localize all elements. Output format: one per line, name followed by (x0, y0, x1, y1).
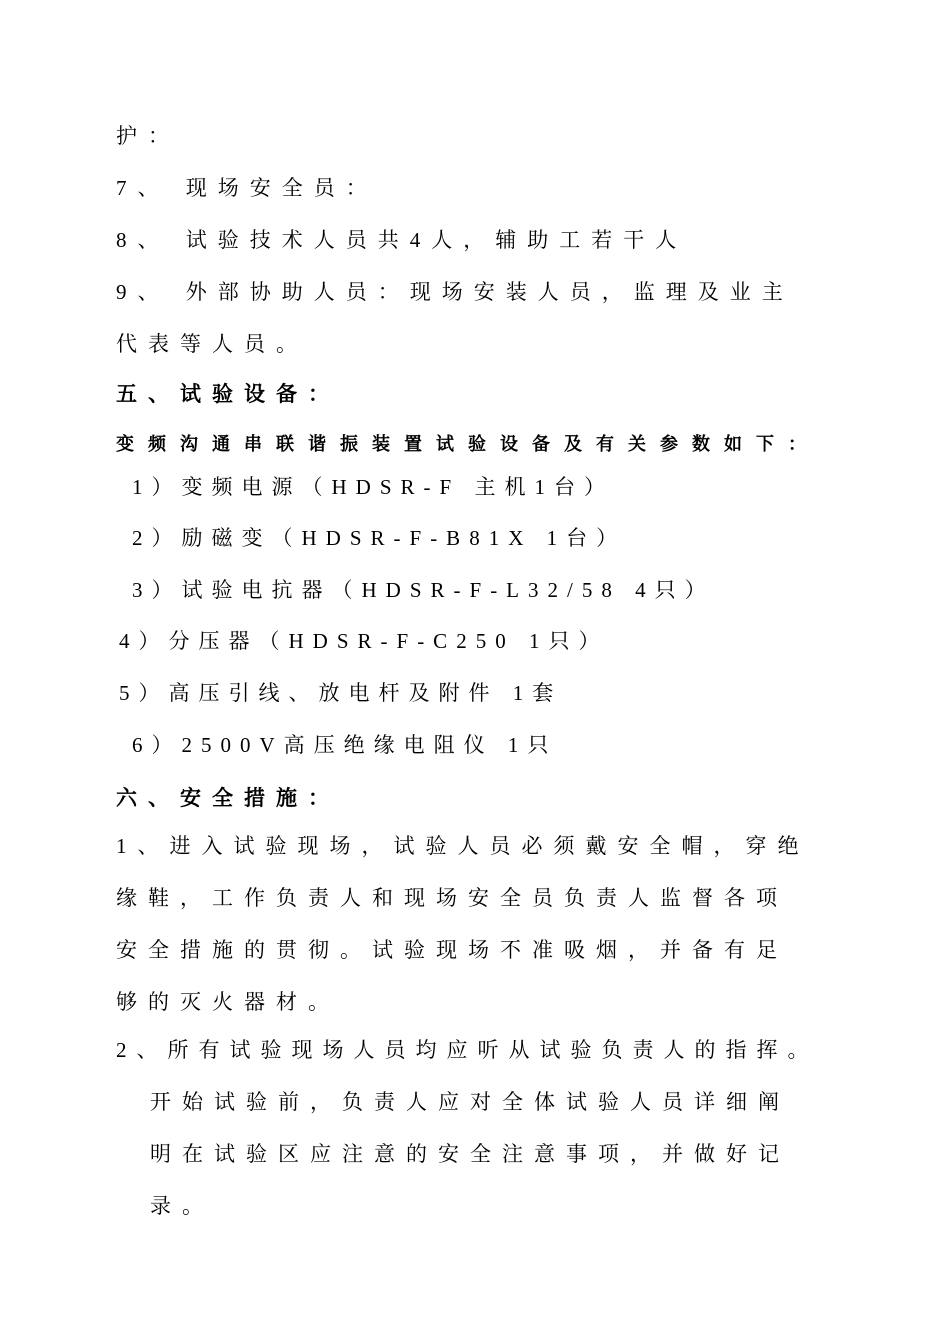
safety-item-1: 1、进入试验现场，试验人员必须戴安全帽，穿绝 (116, 834, 810, 858)
text-line: 够的灭火器材。 (116, 990, 340, 1014)
equipment-item-4: 4）分压器（HDSR-F-C250 1只） (119, 629, 609, 653)
text-line: 护： (116, 124, 180, 148)
equipment-item-1: 1）变频电源（HDSR-F 主机1台） (132, 475, 614, 499)
equipment-item-3: 3）试验电抗器（HDSR-F-L32/58 4只） (132, 578, 715, 602)
list-item-7: 7、 现场安全员： (116, 176, 378, 200)
text-line: 明在试验区应注意的安全注意事项，并做好记 (150, 1142, 790, 1166)
text-line: 录。 (150, 1194, 214, 1218)
section-heading-equipment: 五、试验设备： (116, 382, 340, 406)
list-item-8: 8、 试验技术人员共4人，辅助工若干人 (116, 228, 688, 252)
section-heading-safety: 六、安全措施： (116, 786, 340, 810)
text-line: 代表等人员。 (116, 332, 308, 356)
text-line: 缘鞋，工作负责人和现场安全员负责人监督各项 (116, 886, 788, 910)
text-line: 开始试验前，负责人应对全体试验人员详细阐 (150, 1090, 790, 1114)
list-item-9: 9、 外部协助人员：现场安装人员，监理及业主 (116, 280, 794, 304)
subheading-equipment-params: 变频沟通串联谐振装置试验设备及有关参数如下： (116, 434, 820, 454)
equipment-item-2: 2）励磁变（HDSR-F-B81X 1台） (132, 526, 627, 550)
text-line: 安全措施的贯彻。试验现场不准吸烟，并备有足 (116, 938, 788, 962)
safety-item-2: 2、所有试验现场人员均应听从试验负责人的指挥。 (116, 1038, 819, 1062)
equipment-item-5: 5）高压引线、放电杆及附件 1套 (119, 681, 563, 705)
equipment-item-6: 6）2500V高压绝缘电阻仪 1只 (132, 733, 558, 757)
